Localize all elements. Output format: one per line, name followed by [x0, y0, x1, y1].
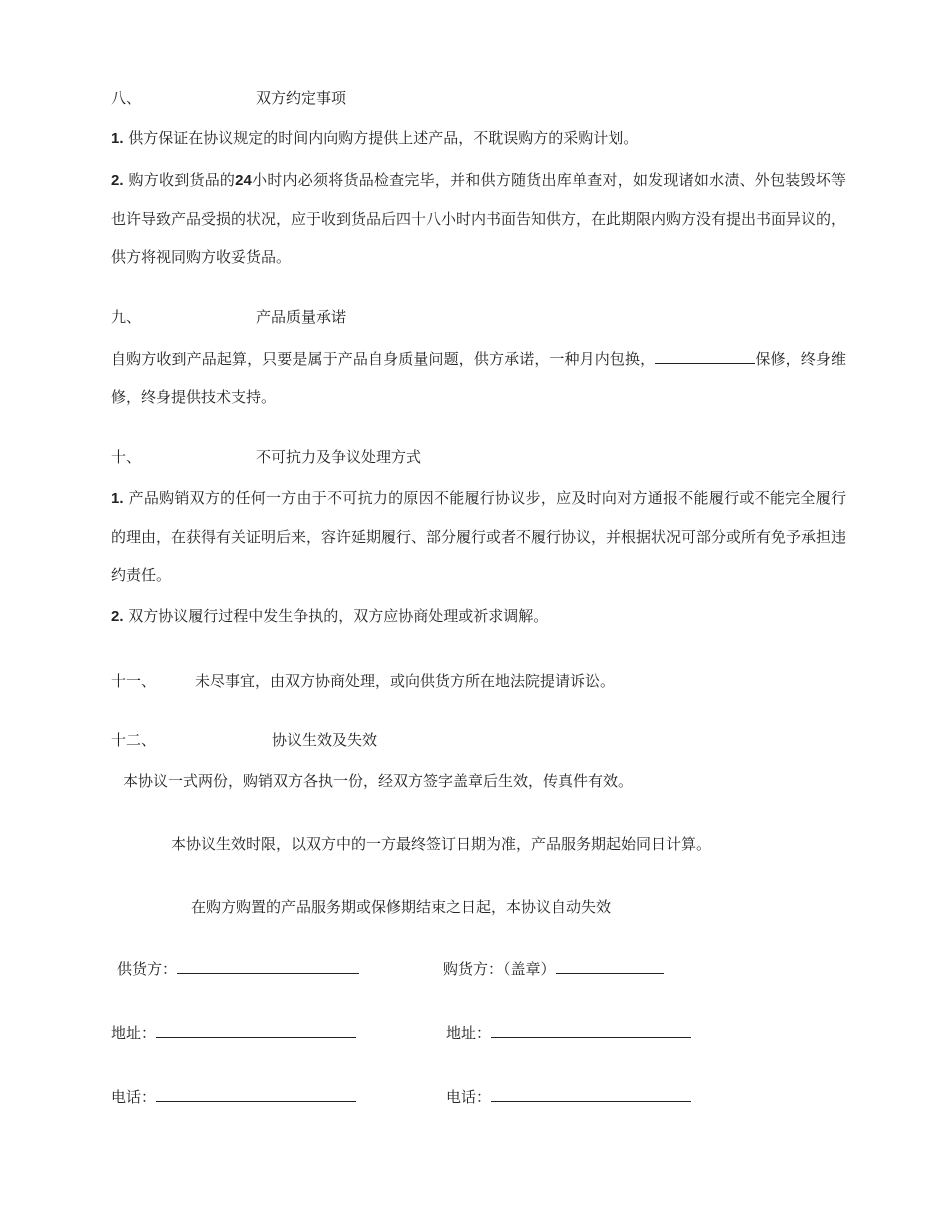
- supplier-phone: [111, 1086, 356, 1107]
- supplier-label: 供货方：: [117, 960, 178, 978]
- paragraph-text-part-a: 自购方收到产品起算，只要是属于产品自身质量问题，供方承诺，一种月内包换，: [111, 350, 656, 368]
- supplier-address-blank-line[interactable]: [156, 1022, 356, 1038]
- address-label: 地址：: [446, 1024, 492, 1042]
- supplier-phone-blank-line[interactable]: [156, 1086, 356, 1102]
- paragraph-text-part-b: 保修，终身维修，终身提供技术支持。: [111, 350, 846, 406]
- item-hours-number: 24: [235, 172, 252, 189]
- section-12-line-1: 本协议一式两份，购销双方各执一份，经双方签字盖章后生效，传真件有效。: [123, 772, 634, 790]
- item-text: 双方协议履行过程中发生争执的，双方应协商处理或祈求调解。: [128, 607, 549, 625]
- section-12-line-3: 在购方购置的产品服务期或保修期结束之日起，本协议自动失效: [191, 898, 612, 916]
- blank-line: [655, 348, 755, 364]
- buyer-address-blank-line[interactable]: [491, 1022, 691, 1038]
- section-8-title: 双方约定事项: [256, 89, 347, 107]
- buyer-signature: [443, 958, 664, 979]
- buyer-phone-blank-line[interactable]: [491, 1086, 691, 1102]
- item-text: 产品购销双方的任何一方由于不可抗力的原因不能履行协议步，应及时向对方通报不能履行或不能完全履行的理由，在获得有关证明后来，容许延期履行、部分履行或者不履行协议，并根据状况可部分或所有免予承担违约责任。: [111, 489, 847, 584]
- item-number: 1.: [111, 130, 124, 147]
- item-text-part-a: 购方收到货品的: [128, 171, 236, 189]
- item-number: 1.: [111, 490, 124, 507]
- buyer-blank-line[interactable]: [556, 958, 664, 974]
- section-9-title: 产品质量承诺: [256, 308, 347, 326]
- address-label: 地址：: [111, 1024, 157, 1042]
- supplier-address: [111, 1022, 356, 1043]
- section-10-title: 不可抗力及争议处理方式: [256, 448, 422, 466]
- section-12-number: 十二、: [111, 731, 157, 749]
- buyer-phone: [446, 1086, 691, 1107]
- section-8-number: 八、: [111, 89, 142, 107]
- section-10-number: 十、: [111, 448, 142, 466]
- section-11-number: 十一、: [111, 672, 157, 690]
- buyer-label: 购货方：（盖章）: [443, 960, 556, 978]
- section-12-line-2: 本协议生效时限，以双方中的一方最终签订日期为准，产品服务期起始同日计算。: [171, 835, 712, 853]
- section-9-number: 九、: [111, 308, 142, 326]
- supplier-signature: [117, 958, 359, 979]
- item-text: 供方保证在协议规定的时间内向购方提供上述产品，不耽误购方的采购计划。: [128, 129, 639, 147]
- item-number: 2.: [111, 172, 124, 189]
- section-8-item-1: [111, 128, 638, 149]
- section-9-paragraph: [111, 340, 846, 416]
- phone-label: 电话：: [446, 1088, 492, 1106]
- section-12-title: 协议生效及失效: [272, 731, 378, 749]
- phone-label: 电话：: [111, 1088, 157, 1106]
- buyer-address: [446, 1022, 691, 1043]
- supplier-blank-line[interactable]: [177, 958, 359, 974]
- section-10-item-1: [111, 479, 846, 594]
- section-8-item-2: [111, 161, 846, 276]
- section-10-item-2: [111, 606, 548, 627]
- section-11-text: 未尽事宜，由双方协商处理，或向供货方所在地法院提请诉讼。: [195, 672, 616, 690]
- item-text-part-b: 小时内必须将货品检查完毕，并和供方随货出库单查对，如发现诸如水渍、外包装毁坏等也许导致产品受损的状况，应于收到货品后四十八小时内书面告知供方，在此期限内购方没有提出书面异议的，供方将视同购方收妥货品。: [111, 171, 847, 266]
- item-number: 2.: [111, 608, 124, 625]
